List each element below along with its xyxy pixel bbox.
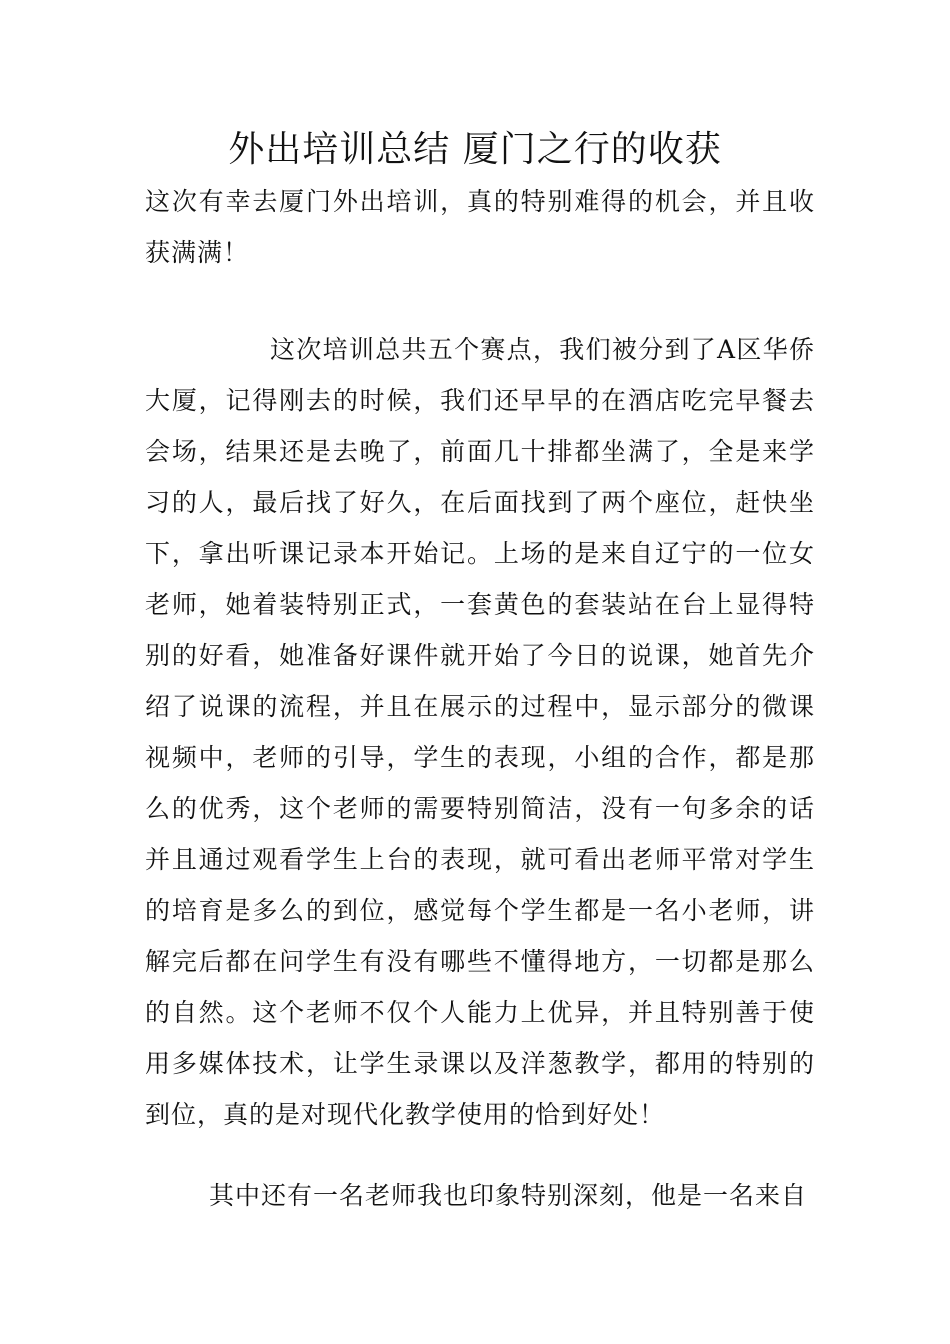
paragraph-training-details: 这次培训总共五个赛点，我们被分到了A区华侨大厦，记得刚去的时候，我们还早早的在酒店吃完早餐去会场，结果还是去晚了，前面几十排都坐满了，全是来学习的人，最后找了好久，在后面找到了两个座位，赶快坐下，拿出听课记录本开始记。上场的是来自辽宁的一位女老师，她着装特别正式，一套黄色的套装站在台上显得特别的好看，她准备好课件就开始了今日的说课，她首先介绍了说课的流程，并且在展示的过程中，显示部分的微课视频中，老师的引导，学生的表现，小组的合作，都是那么的优秀，这个老师的需要特别简洁，没有一句多余的话并且通过观看学生上台的表现，就可看出老师平常对学生的培育是多么的到位，感觉每个学生都是一名小老师，讲解完后都在问学生有没有哪些不懂得地方，一切都是那么的自然。这个老师不仅个人能力上优异，并且特别善于使用多媒体技术，让学生录课以及洋葱教学，都用的特别的到位，真的是对现代化教学使用的恰到好处！ bbox=[145, 335, 815, 1129]
paragraph-another-teacher: 其中还有一名老师我也印象特别深刻，他是一名来自 bbox=[209, 1181, 808, 1210]
paragraph-intro: 这次有幸去厦门外出培训，真的特别难得的机会，并且收获满满！ bbox=[145, 187, 815, 267]
document-title: 外出培训总结 厦门之行的收获 bbox=[228, 129, 722, 170]
